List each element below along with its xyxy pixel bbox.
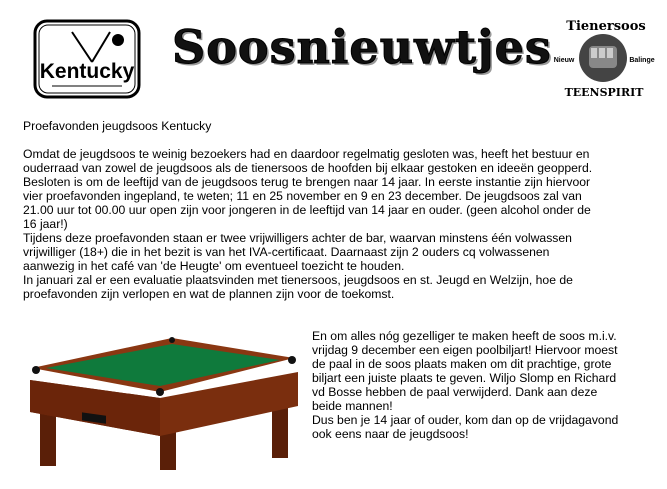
article-paragraph-2: En om alles nóg gezelliger te maken heeft de soos m.i.v. vrijdag 9 december een eigen poolbiljart! Hiervoor moest de paal in de soos plaats maken om dit prachtige, grote biljart een juiste plaats te geven. Wiljo Slomp en Richard vd Bosse hebben de paal verwijderd. Dank aan deze beide mannen! Dus ben je 14 jaar of ouder, kom dan op de vrijdagavond ook eens naar de jeugdsoos! [312,329,619,441]
kentucky-logo-text: Kentucky [39,60,135,83]
page-title: Soosnieuwtjes [172,20,552,74]
kentucky-logo-icon [32,18,142,100]
tienersoos-logo-left-text: Nieuw [553,57,575,64]
pool-table-icon [22,332,302,472]
tienersoos-logo-bottom-text: TEENSPIRIT [564,86,644,99]
article-paragraph-1: Omdat de jeugdsoos te weinig bezoekers had en daardoor regelmatig gesloten was, heeft het bestuur en ouderraad van zowel de jeugdsoos als de tienersoos de hoofden bij elkaar gestoken en ideeën geopperd. Besloten is om de leeftijd van de jeugdsoos terug te brengen naar 14 jaar. In eerste instantie zijn hiervoor vier proefavonden ingepland, te weten; 11 en 25 november en 9 en 23 december. De jeugdsoos zal van 21.00 uur tot 00.00 uur open zijn voor jongeren in de leeftijd van 14 jaar en ouder. (geen alcohol onder de 16 jaar!) Tijdens deze proefavonden staan er twee vrijwilligers achter de bar, waarvan minstens één volwassen vrijwilliger (18+) die in het bezit is van het IVA-certificaat. Daarnaast zijn 2 ouders cq volwassenen aanwezig in het café van 'de Heugte' om eventueel toezicht te houden. In januari zal er een evaluatie plaatsvinden met tienersoos, jeugdsoos en st. Jeugd en Welzijn, hoe de proefavonden zijn verlopen en wat de plannen zijn voor de toekomst. [23,147,593,301]
tienersoos-logo-icon [548,10,658,106]
tienersoos-logo-right-text: Balinge [629,57,655,64]
article-heading: Proefavonden jeugdsoos Kentucky [23,119,212,133]
tienersoos-logo-top-text: Tienersoos [566,19,646,34]
